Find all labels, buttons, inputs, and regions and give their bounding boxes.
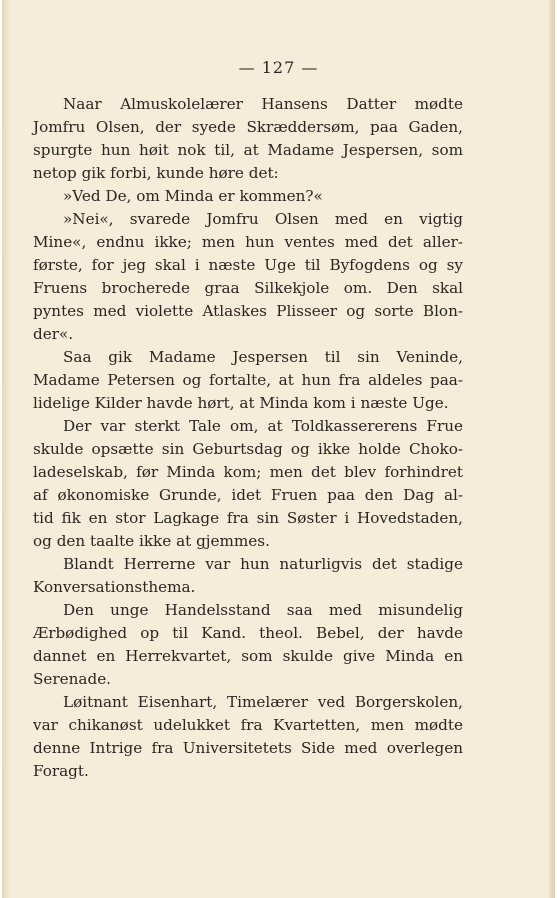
book-page (2, 0, 555, 898)
text-line: Madame Petersen og fortalte, at hun fra aldeles paa- (33, 371, 463, 389)
paragraph (33, 691, 463, 783)
text-line: Konversationsthema. (33, 578, 196, 596)
text-line: Naar Almuskolelærer Hansens Datter mødte (63, 95, 463, 113)
text-line: Ærbødighed op til Kand. theol. Bebel, der havde (33, 624, 463, 642)
text-line: Saa gik Madame Jespersen til sin Veninde, (63, 348, 463, 366)
text-line: spurgte hun høit nok til, at Madame Jespersen, som (33, 141, 463, 159)
text-line: Mine«, endnu ikke; men hun ventes med det aller- (33, 233, 463, 251)
text-line: pyntes med violette Atlaskes Plisseer og sorte Blon- (33, 302, 463, 320)
text-line: og den taalte ikke at gjemmes. (33, 532, 270, 550)
paragraph (33, 346, 463, 415)
text-line: var chikanøst udelukket fra Kvartetten, men mødte (33, 716, 463, 734)
text-line: af økonomiske Grunde, idet Fruen paa den Dag al- (33, 486, 463, 504)
text-line: tid fik en stor Lagkage fra sin Søster i Hovedstaden, (33, 509, 463, 527)
text-line: dannet en Herrekvartet, som skulde give Minda en (33, 647, 463, 665)
paragraph (33, 415, 463, 553)
text-line: Fruens brocherede graa Silkekjole om. Den skal (33, 279, 463, 297)
text-line: Serenade. (33, 670, 112, 688)
page-number: — 127 — (238, 58, 319, 77)
text-line: »Nei«, svarede Jomfru Olsen med en vigtig (63, 210, 463, 228)
text-line: netop gik forbi, kunde høre det: (33, 164, 279, 182)
text-line: ladeselskab, før Minda kom; men det blev forhindret (33, 463, 463, 481)
text-line: Foragt. (33, 762, 89, 780)
text-line: lidelige Kilder havde hørt, at Minda kom i næste Uge. (33, 394, 449, 412)
text-line: Løitnant Eisenhart, Timelærer ved Borgerskolen, (63, 693, 463, 711)
paragraph (33, 599, 463, 691)
text-line: Blandt Herrerne var hun naturligvis det stadige (63, 555, 463, 573)
text-line: »Ved De, om Minda er kommen?« (63, 187, 323, 205)
body-text (33, 93, 463, 783)
page-edge (549, 0, 555, 898)
paragraph (33, 185, 463, 208)
text-line: skulde opsætte sin Geburtsdag og ikke holde Choko- (33, 440, 463, 458)
paragraph (33, 93, 463, 185)
text-line: Den unge Handelsstand saa med misundelig (63, 601, 463, 619)
page-gutter-shadow (2, 0, 10, 898)
text-line: Der var sterkt Tale om, at Toldkassererens Frue (63, 417, 463, 435)
paragraph (33, 208, 463, 346)
text-line: der«. (33, 325, 74, 343)
text-line: Jomfru Olsen, der syede Skræddersøm, paa Gaden, (33, 118, 463, 136)
text-line: første, for jeg skal i næste Uge til Byfogdens og sy (33, 256, 463, 274)
paragraph (33, 553, 463, 599)
text-line: denne Intrige fra Universitetets Side med overlegen (33, 739, 463, 757)
